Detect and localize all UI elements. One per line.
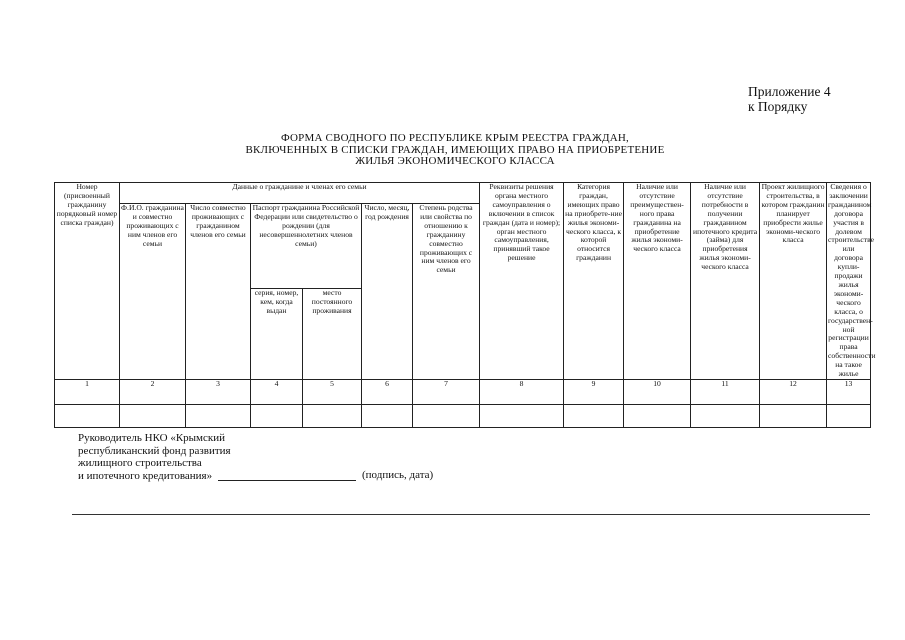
header-passport: Паспорт гражданина Российской Федерации или свидетельство о рождении (для несовершеннолетних членов семьи) <box>251 204 362 289</box>
header-col-2: Ф.И.О. гражданина и совместно проживающих с ним членов его семьи <box>120 204 186 380</box>
signatory-line-2: республиканский фонд развития <box>78 444 231 457</box>
empty-cell <box>691 404 760 427</box>
column-number-13: 13 <box>827 379 871 404</box>
empty-cell <box>362 404 413 427</box>
signatory-line-1: Руководитель НКО «Крымский <box>78 432 226 444</box>
header-col-6: Число, месяц, год рождения <box>362 204 413 380</box>
bottom-rule <box>72 514 870 515</box>
empty-cell <box>303 404 362 427</box>
column-number-12: 12 <box>760 379 827 404</box>
column-number-5: 5 <box>303 379 362 404</box>
header-col-9: Категория граждан, имеющих право на приобрете-ние жилья экономи-ческого класса, к которой относится гражданин <box>564 183 624 380</box>
header-group-family-data: Данные о гражданине и членах его семьи <box>120 183 480 204</box>
column-number-8: 8 <box>480 379 564 404</box>
signature-block <box>78 432 231 482</box>
header-col-1: Номер (присвоенный гражданину порядковый номер списка граждан) <box>55 183 120 380</box>
header-col-3: Число совместно проживающих с гражданином членов его семьи <box>186 204 251 380</box>
column-number-11: 11 <box>691 379 760 404</box>
signature-note: (подпись, дата) <box>362 469 434 481</box>
column-number-3: 3 <box>186 379 251 404</box>
empty-cell <box>251 404 303 427</box>
empty-cell <box>480 404 564 427</box>
header-col-8: Реквизиты решения органа местного самоуправления о включении в список граждан (дата и номер); орган местного самоуправления, принявший такое решение <box>480 183 564 380</box>
empty-cell <box>120 404 186 427</box>
title-line-2: ВКЛЮЧЕННЫХ В СПИСКИ ГРАЖДАН, ИМЕЮЩИХ ПРАВО НА ПРИОБРЕТЕНИЕ <box>245 143 665 156</box>
annex-block <box>748 84 831 114</box>
empty-cell <box>760 404 827 427</box>
annex-line-2: к Порядку <box>748 99 808 114</box>
header-col-13: Сведения о заключении гражданином договора участия в долевом строительстве или договора купли-продажи жилья экономи-ческого класса, о государствен-ной регистрации права собственности на такое жилье <box>828 182 876 379</box>
column-number-6: 6 <box>362 379 413 404</box>
register-table <box>54 182 876 428</box>
column-number-10: 10 <box>624 379 691 404</box>
header-col-4: серия, номер, кем, когда выдан <box>251 288 303 379</box>
header-col-11: Наличие или отсутствие потребности в получении гражданином ипотечного кредита (займа) для приобретения жилья экономи-ческого класса <box>691 183 760 380</box>
title-line-3: ЖИЛЬЯ ЭКОНОМИЧЕСКОГО КЛАССА <box>355 155 555 167</box>
empty-cell <box>827 404 871 427</box>
column-number-9: 9 <box>564 379 624 404</box>
empty-cell <box>413 404 480 427</box>
signatory-line-3: жилищного строительства <box>78 457 202 469</box>
empty-cell <box>55 404 120 427</box>
column-number-4: 4 <box>251 379 303 404</box>
column-number-2: 2 <box>120 379 186 404</box>
header-col-5: место постоянного проживания <box>303 288 362 379</box>
empty-cell <box>624 404 691 427</box>
header-col-10: Наличие или отсутствие преимуществен-ного права гражданина на приобретение жилья экономи-ческого класса <box>624 183 691 380</box>
empty-cell <box>564 404 624 427</box>
table-row <box>55 404 871 427</box>
document-title <box>200 133 710 168</box>
title-line-1: ФОРМА СВОДНОГО ПО РЕСПУБЛИКЕ КРЫМ РЕЕСТРА ГРАЖДАН, <box>280 132 629 144</box>
header-col-7: Степень родства или свойства по отношению к гражданину совместно проживающих с ним членов его семьи <box>413 204 480 380</box>
column-number-7: 7 <box>413 379 480 404</box>
signatory-line-4: и ипотечного кредитования» <box>78 469 213 482</box>
empty-cell <box>186 404 251 427</box>
column-number-1: 1 <box>55 379 120 404</box>
header-col-12: Проект жилищного строительства, в котором гражданин планирует приобрести жилье экономи-ческого класса <box>760 183 827 380</box>
annex-line-1: Приложение 4 <box>748 84 831 99</box>
signature-line <box>218 480 356 481</box>
